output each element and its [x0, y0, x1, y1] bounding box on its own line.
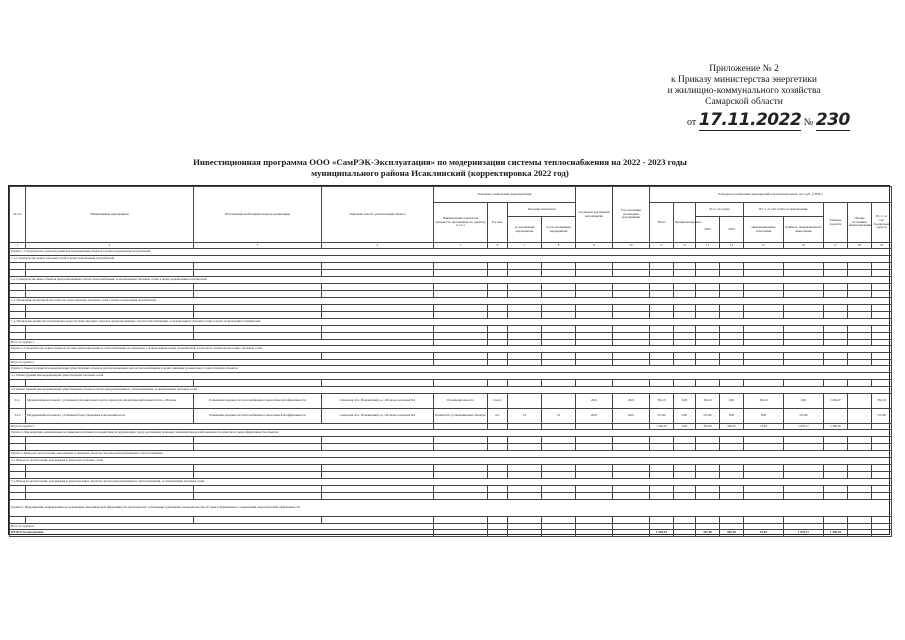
group-1-3-label: 1.3. Увеличение пропускной способности существующих тепловых сетей в целях подключения потребителей — [10, 298, 892, 305]
column-number: 18 — [848, 243, 872, 249]
group-4-label: Группа 4. Мероприятия, направленные на снижение негативного воздействия на окружающую среду, достижение плановых значений показателей надежности, качества и энергоэффективности объектов — [10, 430, 892, 437]
grand-total-row — [10, 530, 892, 537]
cell-unit: шт. — [488, 409, 508, 424]
empty-row — [10, 326, 892, 333]
cell-amort: 0,00 — [744, 409, 784, 424]
hdr-value-group: Значение показателя — [508, 203, 576, 217]
cell-num: 3.2.2 — [10, 409, 26, 424]
cell-after: 16 — [542, 409, 576, 424]
appendix-header — [629, 64, 859, 108]
column-number: 17 — [824, 243, 848, 249]
order-reference — [687, 110, 877, 132]
cell-other — [848, 394, 872, 409]
group-1-2-label: 1.2. Строительство иных объектов централизованных систем теплоснабжения, за исключением тепловых сетей, в целях подключения потребителей — [10, 277, 892, 284]
group-2-total-label: Всего по группе 2 — [10, 360, 434, 366]
cell-year-end: 2022 — [613, 394, 650, 409]
cell-credit — [824, 409, 848, 424]
hdr-credit: Заемные средства — [824, 203, 848, 243]
cell-num: 3.2.1 — [10, 394, 26, 409]
hdr-y2023: 2023 — [720, 217, 744, 243]
group-2-label: Группа 2. Строительство новых объектов системы централизованного теплоснабжения, не связанных с подключением новых потребителей, в том числе строительство новых тепловых сетей — [10, 346, 892, 353]
column-number: 19 — [872, 243, 892, 249]
hdr-finance-group: Расходы на реализацию мероприятий в прогнозных ценах, тыс. руб. (с НДС) — [650, 187, 892, 203]
cell-desc: Самарская обл., Исаклинский р-н, с.Исаклы, котельная №1 — [322, 394, 434, 409]
column-number: 15 — [744, 243, 784, 249]
g3-credit: 1 390,26 — [824, 424, 848, 430]
cell-spent: 0,00 — [674, 409, 696, 424]
empty-row — [10, 312, 892, 319]
empty-row — [10, 270, 892, 277]
empty-row — [10, 291, 892, 298]
group-5-label: Группа 5. Вывод из эксплуатации, консервация и демонтаж объектов системы централизованного теплоснабжения — [10, 451, 892, 458]
column-number: 4 — [322, 243, 434, 249]
empty-row — [10, 493, 892, 500]
order-date-handwritten: 17.11.2022 — [698, 110, 802, 130]
cell-y2022: 362,19 — [696, 394, 720, 409]
cell-budget: 362,19 — [872, 394, 892, 409]
cell-y2023: 0,00 — [720, 394, 744, 409]
column-number: 1 — [10, 243, 26, 249]
cell-unit: Гкал/ч — [488, 394, 508, 409]
grand-y2023: 962,30 — [720, 530, 744, 537]
g3-amort: 15,63 — [744, 424, 784, 430]
group-5-1-label: 5.1. Вывод из эксплуатации, консервация и демонтаж тепловых сетей — [10, 458, 892, 465]
grand-total-label: ИТОГО по программе — [10, 530, 434, 537]
cell-profit: 257,66 — [784, 409, 824, 424]
appendix-line-3: и жилищно-коммунального хозяйства — [667, 86, 821, 96]
title-line-1: Инвестиционная программа ООО «СамРЭК-Эксплуатация» по модернизации системы теплоснабжения на 2022 - 2023 годы — [193, 157, 687, 167]
empty-row — [10, 353, 892, 360]
cell-budget: 257,66 — [872, 409, 892, 424]
group-1-1-label: 1.1. Строительство новых тепловых сетей в целях подключения потребителей — [10, 256, 892, 263]
cell-param: Количество устанавливаемых объектов — [434, 409, 488, 424]
group-3-label: Группа 3. Реконструкция или модернизация существующих объектов централизованных систем теплоснабжения в целях снижения уровня износа существующих объектов — [10, 366, 892, 373]
cell-year-start: 2022 — [576, 409, 613, 424]
cell-y2022: 257,66 — [696, 409, 720, 424]
hdr-year-start: Год начала реализации мероприятия — [576, 187, 613, 243]
group-3-2-label: 3.2. Реконструкция или модернизация существующих объектов систем централизованного теплоснабжения, за исключением тепловых сетей — [10, 387, 892, 394]
group-1-total-label: Всего по группе 1 — [10, 340, 434, 346]
column-number: 3 — [194, 243, 322, 249]
cell-param: Производительность — [434, 394, 488, 409]
grand-amort: 15,63 — [744, 530, 784, 537]
grand-total: 1 564,19 — [650, 530, 674, 537]
cell-profit: 0,00 — [784, 394, 824, 409]
empty-row — [10, 517, 892, 524]
empty-row — [10, 472, 892, 479]
table-row — [10, 409, 892, 424]
appendix-line-2: к Приказу министерства энергетики — [670, 75, 818, 85]
order-number-label: № — [803, 117, 814, 128]
hdr-budget: В т.ч. за счет бюджетных средств — [872, 203, 892, 243]
column-number: 9 — [576, 243, 613, 249]
grand-profit: 1 670,17 — [784, 530, 824, 537]
cell-after — [542, 394, 576, 409]
hdr-source-group: В т.ч. за счет платы за подключение — [744, 203, 824, 217]
empty-row — [10, 284, 892, 291]
column-number: 11 — [650, 243, 674, 249]
column-number: 7 — [508, 243, 542, 249]
group-6-label: Группа 6. Мероприятия, направленные на повышение экономической эффективности деятельности, соблюдение требований законодательства об энергосбережении и о повышении энергетической эффективности — [10, 500, 892, 517]
g3-total: 1 564,19 — [650, 424, 674, 430]
group-5-2-label: 5.2. Вывод из эксплуатации, консервация и демонтаж иных объектов систем централизованного теплоснабжения, за исключением тепловых сетей — [10, 479, 892, 486]
cell-reason: Повышение надежности теплоснабжения и энергетической эффективности — [194, 394, 322, 409]
column-number: 13 — [696, 243, 720, 249]
cell-amort: 362,19 — [744, 394, 784, 409]
order-number-handwritten: 230 — [815, 110, 850, 130]
g3-y2022: 367,90 — [696, 424, 720, 430]
hdr-tech-param: Наименование показателя (мощность, протяжённость, диаметр и т.п.) — [434, 203, 488, 243]
group-3-total-label: Всего по группе 3 — [10, 424, 434, 430]
hdr-desc: Описание и место расположения объекта — [322, 187, 434, 243]
column-number: 2 — [26, 243, 194, 249]
empty-row — [10, 437, 892, 444]
cell-name: Модернизация котельной с установкой блока управления и автоматики котла — [26, 409, 194, 424]
empty-row — [10, 263, 892, 270]
hdr-amort: амортизационные отчисления — [744, 217, 784, 243]
cell-total: 362,19 — [650, 394, 674, 409]
hdr-profit: прибыль, направленная на инвестиции — [784, 217, 824, 243]
column-number: 10 — [613, 243, 650, 249]
hdr-total: Всего — [650, 203, 674, 243]
hdr-reason: Обоснование необходимости (цель реализации) — [194, 187, 322, 243]
empty-row — [10, 333, 892, 340]
g3-profit: 1 670,17 — [784, 424, 824, 430]
cell-year-end: 2022 — [613, 409, 650, 424]
hdr-years-group: В т.ч. по годам — [696, 203, 744, 217]
hdr-tech-group: Основные технические характеристики — [434, 187, 576, 203]
appendix-line-4: Самарской области — [705, 97, 783, 107]
hdr-num: № п/п — [10, 187, 26, 243]
empty-row — [10, 486, 892, 493]
group-1-label: Группа 1. Строительство, реконструкция или модернизация объектов в целях подключения потребителей: — [10, 249, 892, 256]
group-6-total-label: Всего по группе 6 — [10, 524, 434, 530]
empty-row — [10, 444, 892, 451]
grand-y2022: 367,90 — [696, 530, 720, 537]
empty-row — [10, 465, 892, 472]
hdr-before: до реализации мероприятия — [508, 217, 542, 243]
column-number: 8 — [542, 243, 576, 249]
column-number: 14 — [720, 243, 744, 249]
column-number: 16 — [784, 243, 824, 249]
hdr-year-end: Год окончания реализации мероприятия — [613, 187, 650, 243]
column-number: 5 — [434, 243, 488, 249]
title-line-2: муниципального района Исаклинский (корректировка 2022 год) — [311, 168, 569, 178]
order-prefix: от — [687, 117, 697, 128]
empty-row — [10, 380, 892, 387]
table-row — [10, 394, 892, 409]
hdr-other: Прочие источники финансирования — [848, 203, 872, 243]
cell-total: 257,66 — [650, 409, 674, 424]
cell-desc: Самарская обл., Исаклинский р-н, с.Исаклы, котельная №2 — [322, 409, 434, 424]
investment-program-table — [8, 185, 890, 535]
cell-before: 16 — [508, 409, 542, 424]
column-number: 6 — [488, 243, 508, 249]
group-1-4-label: 1.4. Увеличение мощности и производительности существующих объектов централизованных систем теплоснабжения, за исключением тепловых сетей, в целях подключения потребителей — [10, 319, 892, 326]
cell-other — [848, 409, 872, 424]
column-number: 12 — [674, 243, 696, 249]
cell-y2023: 0,00 — [720, 409, 744, 424]
document-title — [160, 157, 720, 179]
hdr-spent: Профинансировано — [674, 203, 696, 243]
cell-credit: 1 204,67 — [824, 394, 848, 409]
cell-year-start: 2022 — [576, 394, 613, 409]
g3-y2023: 962,30 — [720, 424, 744, 430]
cell-reason: Повышение надежности теплоснабжения и энергетической эффективности — [194, 409, 322, 424]
hdr-name: Наименование мероприятия — [26, 187, 194, 243]
cell-name: Модернизация котельной с установкой дополнительного котла, перевод на автоматический режим работы, с.Исаклы — [26, 394, 194, 409]
cell-spent: 0,00 — [674, 394, 696, 409]
hdr-unit: Ед. изм. — [488, 203, 508, 243]
hdr-after: после реализации мероприятия — [542, 217, 576, 243]
cell-before — [508, 394, 542, 409]
g3-spent: 0,00 — [674, 424, 696, 430]
hdr-y2022: 2022 — [696, 217, 720, 243]
appendix-line-1: Приложение № 2 — [709, 64, 779, 74]
group-3-1-label: 3.1. Реконструкция или модернизация существующих тепловых сетей — [10, 373, 892, 380]
grand-credit: 1 390,26 — [824, 530, 848, 537]
empty-row — [10, 305, 892, 312]
